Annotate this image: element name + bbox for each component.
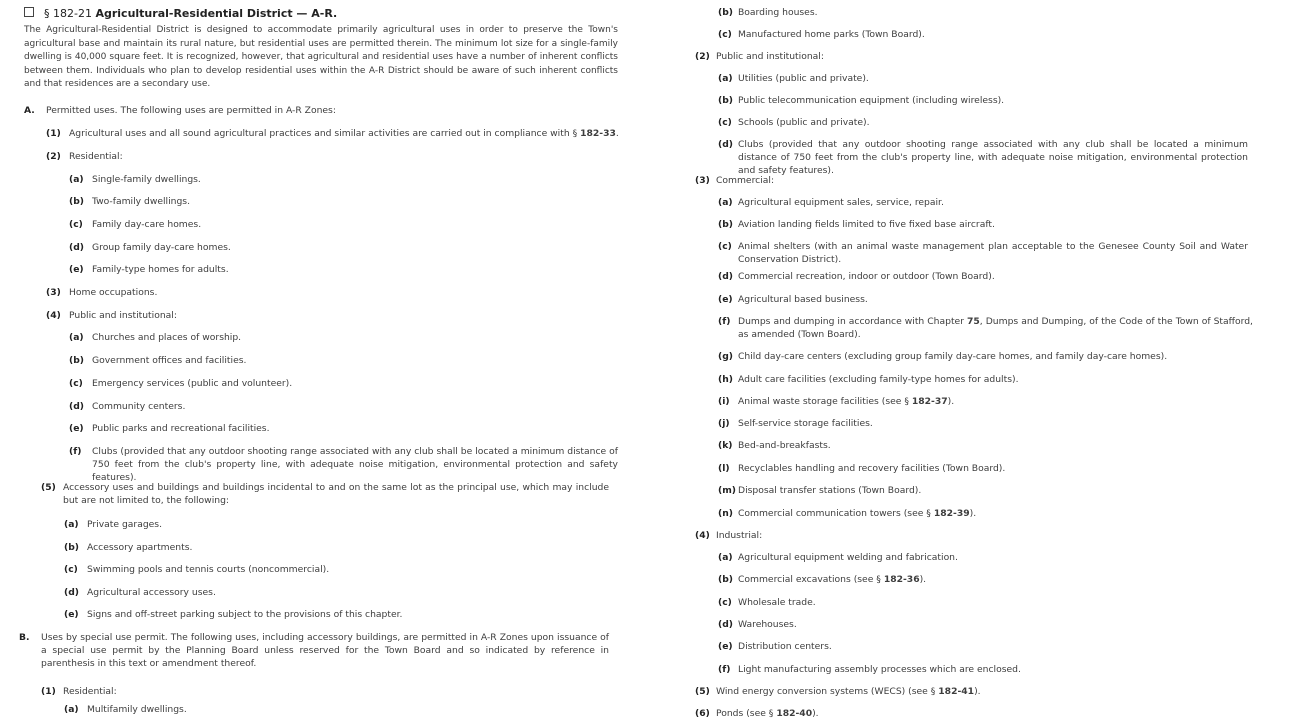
- section-b-marker: B.: [19, 632, 30, 643]
- special-use-item-marker: (f): [718, 316, 731, 327]
- section-b-text: Uses by special use permit. The following uses, including accessory buildings, are permitted in A-R Zones upon issuance of a special use permit by the Planning Board unless reserved for the Town Board and so indicated by reference in parenthesis in this text or amendment thereof.: [41, 632, 609, 669]
- special-use-item-text: Wholesale trade.: [738, 597, 816, 608]
- permitted-use-item-text: Single-family dwellings.: [92, 174, 201, 185]
- permitted-use-item-text: Two-family dwellings.: [92, 196, 191, 207]
- permitted-use-item-marker: (f): [69, 446, 82, 457]
- section-reference-link[interactable]: 182-39: [933, 508, 970, 519]
- special-use-item-marker: (a): [718, 552, 733, 563]
- section-a-heading: [24, 104, 35, 117]
- special-use-item-marker: (b): [718, 219, 733, 230]
- special-use-item-text: Public and institutional:: [716, 51, 824, 62]
- section-reference-link[interactable]: 182-36: [883, 574, 920, 585]
- special-use-item-text: Public telecommunication equipment (including wireless).: [738, 95, 1005, 106]
- section-reference-link[interactable]: 75: [967, 316, 980, 327]
- permitted-use-item-text: Swimming pools and tennis courts (noncommercial).: [87, 564, 330, 575]
- special-use-item-marker: (e): [718, 294, 733, 305]
- special-use-item-text: Disposal transfer stations (Town Board).: [738, 485, 922, 496]
- permitted-use-item-text: Accessory uses and buildings and buildings incidental to and on the same lot as the principal use, which may include but are not limited to, the following:: [63, 482, 609, 506]
- permitted-use-item-marker: (2): [46, 151, 61, 162]
- special-use-item-text: Manufactured home parks (Town Board).: [738, 29, 925, 40]
- special-use-item-marker: (e): [718, 641, 733, 652]
- special-use-item-marker: (b): [718, 95, 733, 106]
- section-b-heading: [19, 631, 30, 644]
- special-use-item-text: Agricultural based business.: [738, 294, 868, 305]
- permitted-use-item-marker: (c): [69, 378, 83, 389]
- permitted-use-item-text: Churches and places of worship.: [92, 332, 242, 343]
- special-use-item-marker: (b): [718, 574, 733, 585]
- special-use-item-marker: (a): [64, 704, 79, 715]
- permitted-use-item-text: Agricultural uses and all sound agricultural practices and similar activities are carried out in compliance with § 182-33.: [69, 128, 619, 139]
- permitted-use-item-marker: (b): [69, 196, 84, 207]
- special-use-item-text: Clubs (provided that any outdoor shooting range associated with any club shall be located a minimum distance of 750 feet from the club's property line, with adequate noise mitigation, environmental protection and safety features).: [738, 139, 1248, 176]
- section-title: [44, 7, 337, 20]
- section-reference-link[interactable]: 182-37: [911, 396, 948, 407]
- special-use-item-text: Bed-and-breakfasts.: [738, 440, 831, 451]
- special-use-item-marker: (6): [695, 708, 710, 719]
- permitted-use-item-marker: (3): [46, 287, 61, 298]
- permitted-use-item-text: Public and institutional:: [69, 310, 177, 321]
- special-use-item-text: Boarding houses.: [738, 7, 818, 18]
- special-use-item-text: Child day-care centers (excluding group family day-care homes, and family day-care homes).: [738, 351, 1168, 362]
- permitted-use-item-marker: (d): [69, 401, 84, 412]
- special-use-item-text: Dumps and dumping in accordance with Chapter 75, Dumps and Dumping, of the Code of the Town of Stafford, as amended (Town Board).: [738, 316, 1253, 340]
- special-use-item-marker: (i): [718, 396, 730, 407]
- intro-paragraph: The Agricultural-Residential District is designed to accommodate primarily agricultural uses in order to preserve the Town's agricultural base and maintain its rural nature, but residential uses are permitted therein. The minimum lot size for a single-family dwelling is 40,000 square feet. It is recognized, however, that agricultural and residential uses have a number of inherent conflicts between them. Individuals who plan to develop residential uses within the A-R District should be aware of such inherent conflicts and that residences are a secondary use.: [24, 25, 618, 89]
- permitted-use-item-text: Emergency services (public and volunteer).: [92, 378, 293, 389]
- permitted-use-item-marker: (d): [69, 242, 84, 253]
- special-use-item-text: Self-service storage facilities.: [738, 418, 873, 429]
- permitted-use-item-marker: (e): [69, 264, 84, 275]
- special-use-item-marker: (c): [718, 117, 732, 128]
- special-use-item-text: Wind energy conversion systems (WECS) (see § 182-41).: [716, 686, 981, 697]
- permitted-use-item-marker: (a): [69, 174, 84, 185]
- special-use-item-marker: (g): [718, 351, 733, 362]
- special-use-item-marker: (c): [718, 29, 732, 40]
- special-use-item-marker: (f): [718, 664, 731, 675]
- section-checkbox[interactable]: [24, 7, 34, 17]
- special-use-item-marker: (h): [718, 374, 733, 385]
- section-reference-link[interactable]: 182-40: [776, 708, 813, 719]
- special-use-item-text: Distribution centers.: [738, 641, 832, 652]
- permitted-use-item-text: Family-type homes for adults.: [92, 264, 229, 275]
- section-reference-link[interactable]: 182-33: [580, 128, 616, 139]
- special-use-item-marker: (4): [695, 530, 710, 541]
- special-use-item-text: Animal waste storage facilities (see § 182-37).: [738, 396, 955, 407]
- permitted-use-item-text: Clubs (provided that any outdoor shooting range associated with any club shall be located a minimum distance of 750 feet from the club's property line, with adequate noise mitigation, environmental protection and safety features).: [92, 446, 618, 483]
- permitted-use-item-text: Government offices and facilities.: [92, 355, 247, 366]
- special-use-item-marker: (c): [718, 241, 732, 252]
- section-a-text: Permitted uses. The following uses are permitted in A-R Zones:: [46, 105, 336, 116]
- permitted-use-item-marker: (a): [64, 519, 79, 530]
- permitted-use-item-text: Residential:: [69, 151, 123, 162]
- special-use-item-text: Commercial:: [716, 175, 775, 186]
- special-use-item-marker: (j): [718, 418, 730, 429]
- special-use-item-text: Commercial excavations (see § 182-36).: [738, 574, 927, 585]
- special-use-item-marker: (d): [718, 619, 733, 630]
- permitted-use-item-marker: (1): [46, 128, 61, 139]
- permitted-use-item-marker: (e): [69, 423, 84, 434]
- permitted-use-item-text: Public parks and recreational facilities.: [92, 423, 270, 434]
- permitted-use-item-marker: (b): [69, 355, 84, 366]
- special-use-item-text: Schools (public and private).: [738, 117, 870, 128]
- special-use-item-marker: (l): [718, 463, 730, 474]
- special-use-item-text: Recyclables handling and recovery facilities (Town Board).: [738, 463, 1006, 474]
- special-use-item-text: Commercial communication towers (see § 182-39).: [738, 508, 977, 519]
- permitted-use-item-marker: (4): [46, 310, 61, 321]
- special-use-item-marker: (c): [718, 597, 732, 608]
- special-use-item-text: Warehouses.: [738, 619, 797, 630]
- permitted-use-item-text: Community centers.: [92, 401, 186, 412]
- permitted-use-item-text: Family day-care homes.: [92, 219, 202, 230]
- special-use-item-marker: (d): [718, 139, 733, 150]
- special-use-item-marker: (2): [695, 51, 710, 62]
- permitted-use-item-text: Private garages.: [87, 519, 163, 530]
- permitted-use-item-marker: (5): [41, 482, 56, 493]
- section-reference-link[interactable]: 182-41: [938, 686, 975, 697]
- special-use-item-marker: (n): [718, 508, 733, 519]
- section-a-marker: A.: [24, 105, 35, 116]
- special-use-item-text: Adult care facilities (excluding family-type homes for adults).: [738, 374, 1019, 385]
- special-use-item-marker: (d): [718, 271, 733, 282]
- permitted-use-item-text: Signs and off-street parking subject to the provisions of this chapter.: [87, 609, 403, 620]
- permitted-use-item-marker: (b): [64, 542, 79, 553]
- special-use-item-text: Industrial:: [716, 530, 763, 541]
- permitted-use-item-marker: (e): [64, 609, 79, 620]
- special-use-item-text: Commercial recreation, indoor or outdoor (Town Board).: [738, 271, 995, 282]
- permitted-use-item-marker: (a): [69, 332, 84, 343]
- section-number: § 182-21: [44, 7, 92, 20]
- special-use-item-text: Residential:: [63, 686, 117, 697]
- special-use-item-marker: (a): [718, 197, 733, 208]
- permitted-use-item-text: Home occupations.: [69, 287, 158, 298]
- special-use-item-marker: (a): [718, 73, 733, 84]
- special-use-item-text: Ponds (see § 182-40).: [716, 708, 819, 719]
- special-use-item-marker: (1): [41, 686, 56, 697]
- special-use-item-text: Utilities (public and private).: [738, 73, 869, 84]
- permitted-use-item-text: Agricultural accessory uses.: [87, 587, 216, 598]
- special-use-item-marker: (m): [718, 485, 736, 496]
- special-use-item-text: Agricultural equipment welding and fabrication.: [738, 552, 958, 563]
- special-use-item-text: Animal shelters (with an animal waste management plan acceptable to the Genesee County Soil and Water Conservation District).: [738, 241, 1248, 265]
- special-use-item-text: Light manufacturing assembly processes which are enclosed.: [738, 664, 1021, 675]
- permitted-use-item-marker: (c): [64, 564, 78, 575]
- permitted-use-item-marker: (c): [69, 219, 83, 230]
- special-use-item-text: Multifamily dwellings.: [87, 704, 187, 715]
- special-use-item-marker: (b): [718, 7, 733, 18]
- section-name: Agricultural-Residential District — A-R.: [95, 7, 338, 20]
- special-use-item-marker: (3): [695, 175, 710, 186]
- special-use-item-text: Aviation landing fields limited to five fixed base aircraft.: [738, 219, 995, 230]
- permitted-use-item-marker: (d): [64, 587, 79, 598]
- special-use-item-marker: (k): [718, 440, 733, 451]
- special-use-item-marker: (5): [695, 686, 710, 697]
- special-use-item-text: Agricultural equipment sales, service, repair.: [738, 197, 944, 208]
- permitted-use-item-text: Group family day-care homes.: [92, 242, 231, 253]
- permitted-use-item-text: Accessory apartments.: [87, 542, 193, 553]
